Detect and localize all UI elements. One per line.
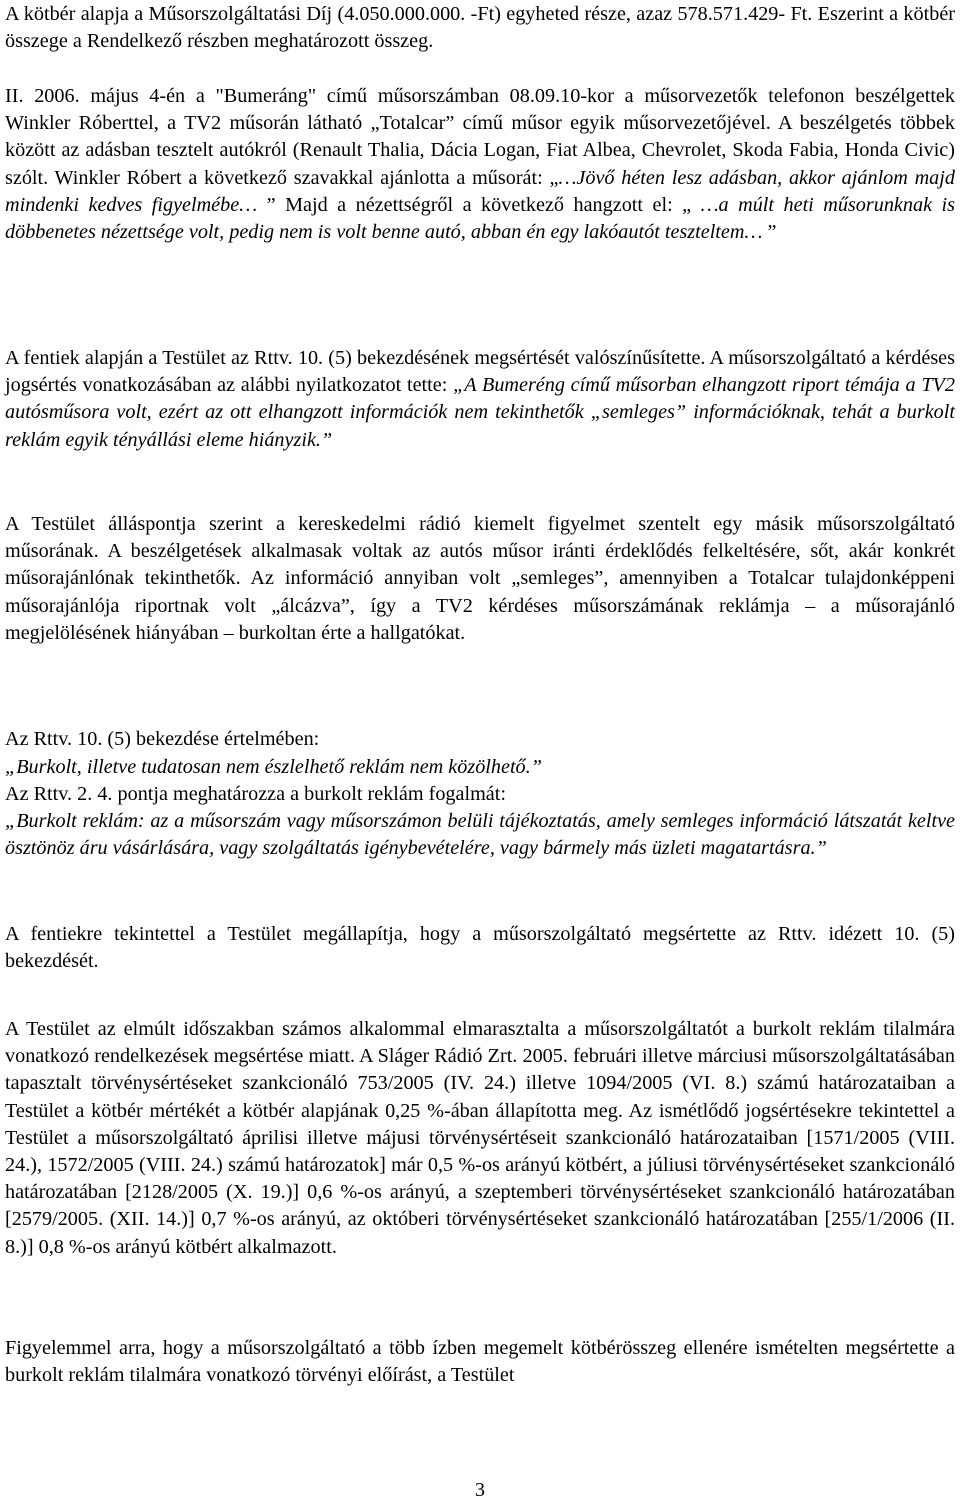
- paragraph-korabbi-elmarasztalasok: A Testület az elmúlt időszakban számos alkalommal elmarasztalta a műsorszolgáltatót a burkolt reklám tilalmára vonatkozó rendelkezések megsértése miatt. A Sláger Rádió Zrt. 2005. februári illetve márciusi műsorszolgáltatásában tapasztalt törvénysértéseket szankcionáló 753/2005 (IV. 24.) illetve 1094/2005 (VI. 8.) számú határozataiban a Testület a kötbér mértékét a kötbér alapjának 0,25 %-ában állapította meg. Az ismétlődő jogsértésekre tekintettel a Testület a műsorszolgáltató áprilisi illetve májusi törvénysértéseit szankcionáló határozataiban [1571/2005 (VIII. 24.), 1572/2005 (VIII. 24.) számú határozatok] már 0,5 %-os arányú kötbért, a júliusi törvénysértéseket szankcionáló határozatában [2128/2005 (X. 19.)] 0,6 %-os arányú, a szeptemberi törvénysértéseket szankcionáló határozatában [2579/2005. (XII. 14.)] 0,7 %-os arányú, az októberi törvénysértéseket szankcionáló határozatában [255/1/2006 (II. 8.)] 0,8 %-os arányú kötbért alkalmazott.: [5, 1018, 955, 1258]
- paragraph-text: ” Majd a nézettségről a következő hangzott el: „: [266, 193, 701, 216]
- paragraph-bumerang-case: [5, 83, 955, 246]
- paragraph-megallapitas: A fentiekre tekintettel a Testület megállapítja, hogy a műsorszolgáltató megsértette az Rttv. idézett 10. (5) bekezdését.: [5, 923, 955, 973]
- line-rttv-10-5-quote: „Burkolt, illetve tudatosan nem észlelhető reklám nem közölhető.”: [5, 756, 542, 778]
- paragraph-text: ”: [767, 221, 777, 244]
- paragraph-burkolt-reklam-definition: „Burkolt reklám: az a műsorszám vagy műsorszámon belüli tájékoztatás, amely semleges információ látszatát keltve ösztönöz áru vásárlására, vagy szolgáltatás igénybevételére, vagy bármely más üzleti magatartásra.”: [5, 810, 955, 860]
- italic-quote: …Jövő héten lesz adásban, akkor ajánlom majd mindenki kedves figyelmébe…: [5, 166, 955, 216]
- paragraph-figyelemmel: Figyelemmel arra, hogy a műsorszolgáltató a több ízben megemelt kötbérösszeg ellenére ismételten megsértette a burkolt reklám tilalmára vonatkozó törvényi előírást, a Testület: [5, 1337, 955, 1387]
- paragraph-kotber-alapja: A kötbér alapja a Műsorszolgáltatási Díj (4.050.000.000. -Ft) egyheted része, azaz 578.571.429- Ft. Eszerint a kötbér összege a Rendelkező részben meghatározott összeg.: [5, 3, 955, 53]
- paragraph-text: A fentiek alapján a Testület az Rttv. 10. (5) bekezdésének megsértését valószínűsítette. A műsorszolgáltató a kérdéses jogsértés vonatkozásában az alábbi nyilatkozatot tette:: [5, 347, 955, 397]
- paragraph-testulet-allaspont: A Testület álláspontja szerint a kereskedelmi rádió kiemelt figyelmet szentelt egy másik műsorszolgáltató műsorának. A beszélgetések alkalmasak voltak az autós műsor iránti érdeklődés felkeltésére, sőt, akár konkrét műsorajánlónak tekinthetők. Az információ annyiban volt „semleges”, amennyiben a Totalcar tulajdonképpeni műsorajánlója riportnak volt „álcázva”, így a TV2 kérdéses műsorszámának reklámja – a műsorajánló megjelölésének hiányában – burkoltan érte a hallgatókat.: [5, 513, 955, 644]
- line-rttv-10-5: Az Rttv. 10. (5) bekezdése értelmében:: [5, 728, 320, 750]
- paragraph-provider-statement: [5, 345, 955, 454]
- paragraph-text: II. 2006. május 4-én a "Bumeráng" című műsorszámban 08.09.10-kor a műsorvezetők telefonon beszélgettek Winkler Róberttel, a TV2 műsorán látható „Totalcar” című műsor egyik műsorvezetőjével. A beszélgetés többek között az adásban tesztelt autókról (Renault Thalia, Dácia Logan, Fiat Albea, Chevrolet, Skoda Fabia, Honda Civic) szólt. Winkler Róbert a következő szavakkal ajánlotta a műsorát: „: [5, 85, 955, 189]
- italic-quote: …a múlt heti műsorunknak is döbbenetes nézettsége volt, pedig nem is volt benne autó, abban én egy lakóautót teszteltem…: [5, 193, 955, 244]
- line-rttv-2-4: Az Rttv. 2. 4. pontja meghatározza a burkolt reklám fogalmát:: [5, 783, 506, 805]
- page-number: 3: [475, 1479, 485, 1501]
- italic-quote: „A Bumeréng című műsorban elhangzott riport témája a TV2 autósműsora volt, ezért az ott elhangzott információk nem tekinthetők „semleges” információknak, tehát a burkolt reklám egyik tényállási eleme hiányzik.”: [5, 374, 955, 451]
